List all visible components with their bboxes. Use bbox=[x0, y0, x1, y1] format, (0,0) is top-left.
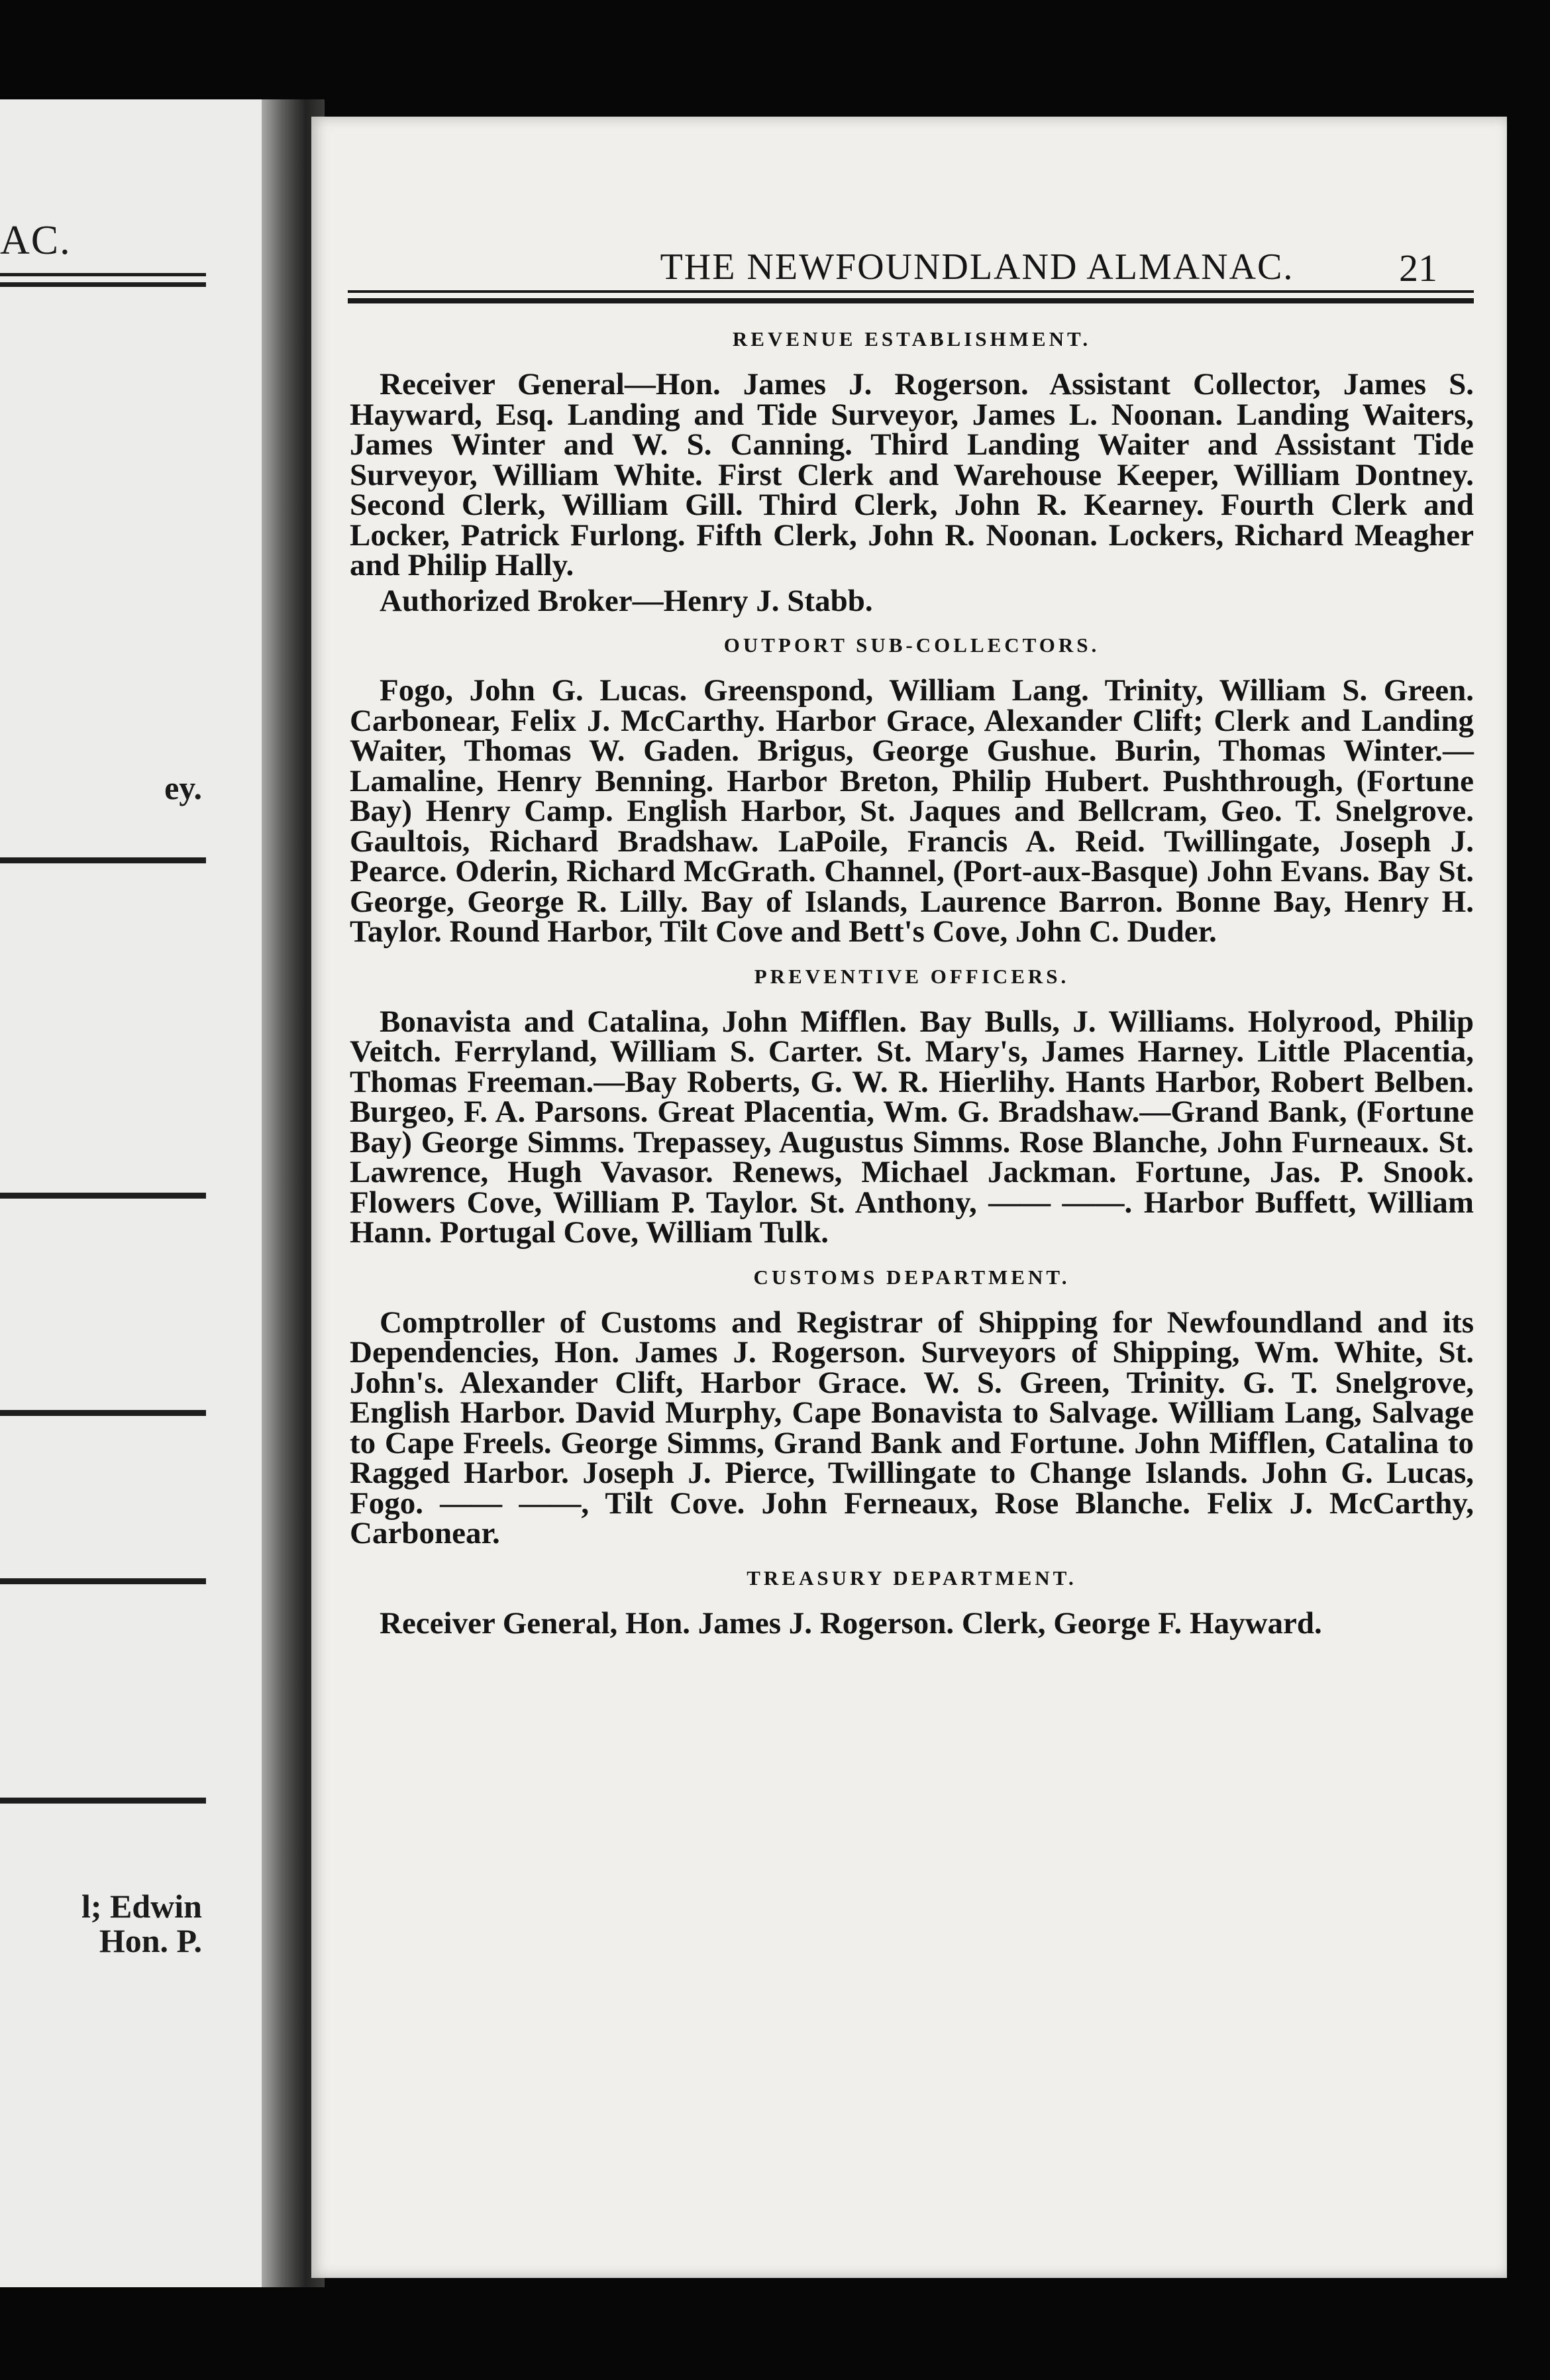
section-outport-sub-collectors bbox=[350, 633, 1474, 947]
paragraph: Comptroller of Customs and Registrar of Shipping for Newfoundland and its Dependencies, Hon. James J. Rogerson. Surveyors of Shipping, Wm. White, St. John's. Alexander Clift, Harbor Grace. W. S. Green, Trinity. G. T. Snelgrove, English Harbor. David Murphy, Cape Bonavista to Salvage. William Lang, Salvage to Cape Freels. George Simms, Grand Bank and Fortune. John Mifflen, Catalina to Ragged Harbor. Joseph J. Pierce, Twillingate to Change Islands. John G. Lucas, Fogo. —— ——, Tilt Cove. John Ferneaux, Rose Blanche. Felix J. McCarthy, Carbonear. bbox=[350, 1305, 1474, 1550]
divider bbox=[0, 857, 206, 863]
section-treasury-department bbox=[350, 1566, 1474, 1639]
section-heading: OUTPORT SUB-COLLECTORS. bbox=[723, 633, 1100, 657]
paragraph: Bonavista and Catalina, John Mifflen. Bay Bulls, J. Williams. Holyrood, Philip Veitch. Ferryland, William S. Carter. St. Mary's, James Harney. Little Placentia, Thomas Freeman.—Bay Roberts, G. W. R. Hierlihy. Hants Harbor, Robert Belben. Burgeo, F. A. Parsons. Great Placentia, Wm. G. Bradshaw.—Grand Bank, (Fortune Bay) George Simms. Trepassey, Augustus Simms. Rose Blanche, John Furneaux. St. Lawrence, Hugh Vavasor. Renews, Michael Jackman. Fortune, Jas. P. Snook. Flowers Cove, William P. Taylor. St. Anthony, —— ——. Harbor Buffett, William Hann. Portugal Cove, William Tulk. bbox=[350, 1004, 1474, 1250]
paragraph: Fogo, John G. Lucas. Greenspond, William Lang. Trinity, William S. Green. Carbonear, Felix J. McCarthy. Harbor Grace, Alexander Clift; Clerk and Landing Waiter, Thomas W. Gaden. Brigus, George Gushue. Burin, Thomas Winter.—Lamaline, Henry Benning. Harbor Breton, Philip Hubert. Pushthrough, (Fortune Bay) Henry Camp. English Harbor, St. Jaques and Bellcram, Geo. T. Snelgrove. Gaultois, Richard Bradshaw. LaPoile, Francis A. Reid. Twillingate, Joseph J. Pearce. Oderin, Richard McGrath. Channel, (Port-aux-Basque) John Evans. Bay St. George, George R. Lilly. Bay of Islands, Laurence Barron. Bonne Bay, Henry H. Taylor. Round Harbor, Tilt Cove and Bett's Cove, John C. Duder. bbox=[350, 673, 1474, 949]
paragraph: Receiver General—Hon. James J. Rogerson. Assistant Collector, James S. Hayward, Esq. Landing and Tide Surveyor, James L. Noonan. Landing Waiters, James Winter and W. S. Canning. Third Landing Waiter and Assistant Tide Surveyor, William White. First Clerk and Warehouse Keeper, William Dontney. Second Clerk, William Gill. Third Clerk, John R. Kearney. Fourth Clerk and Locker, Patrick Furlong. Fifth Clerk, John R. Noonan. Lockers, Richard Meagher and Philip Hally. bbox=[350, 367, 1474, 582]
section-preventive-officers bbox=[350, 965, 1474, 1248]
divider bbox=[0, 1193, 206, 1199]
section-heading: REVENUE ESTABLISHMENT. bbox=[732, 327, 1092, 351]
paragraph: Receiver General, Hon. James J. Rogerson. Clerk, George F. Hayward. bbox=[380, 1605, 1322, 1641]
previous-page-header: AC. bbox=[0, 218, 72, 263]
previous-page-text: ey. bbox=[164, 769, 202, 806]
page-title: THE NEWFOUNDLAND ALMANAC. bbox=[660, 246, 1294, 288]
section-heading: TREASURY DEPARTMENT. bbox=[747, 1566, 1077, 1590]
divider bbox=[0, 273, 206, 276]
section-customs-department bbox=[350, 1266, 1474, 1549]
previous-page-fragment bbox=[0, 99, 262, 2287]
section-heading: PREVENTIVE OFFICERS. bbox=[754, 964, 1070, 988]
section-heading: CUSTOMS DEPARTMENT. bbox=[753, 1265, 1070, 1289]
header-rule bbox=[348, 290, 1474, 306]
divider bbox=[0, 1798, 206, 1804]
divider bbox=[0, 1410, 206, 1416]
previous-page-text: l; Edwin bbox=[81, 1888, 202, 1925]
almanac-page bbox=[311, 117, 1507, 2278]
previous-page-text: Hon. P. bbox=[99, 1922, 202, 1959]
divider bbox=[0, 1578, 206, 1584]
page-body bbox=[350, 315, 1474, 1656]
section-revenue-establishment bbox=[350, 327, 1474, 616]
paragraph: Authorized Broker—Henry J. Stabb. bbox=[380, 583, 873, 618]
page-number: 21 bbox=[1399, 246, 1437, 290]
divider bbox=[0, 282, 206, 287]
